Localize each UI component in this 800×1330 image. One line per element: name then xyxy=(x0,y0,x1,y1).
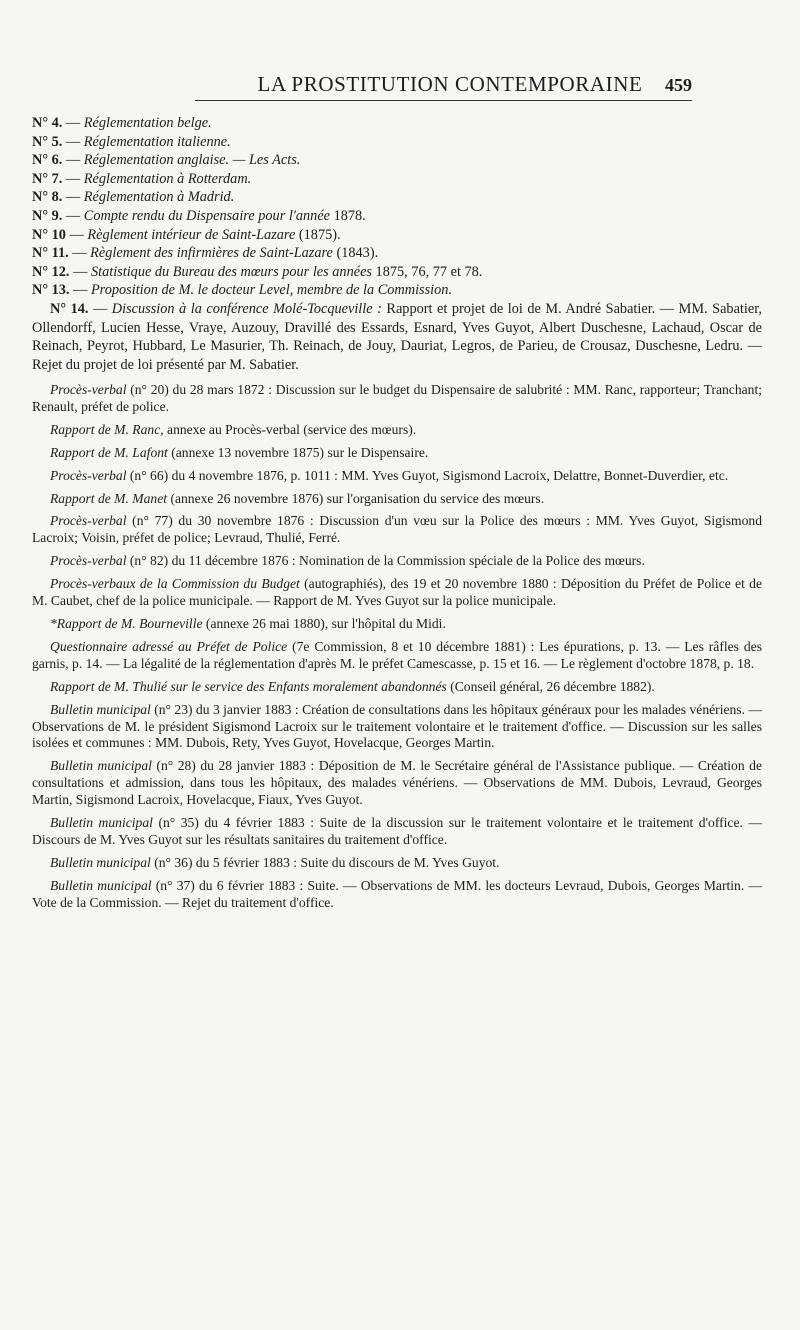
item-number: N° 9. xyxy=(32,207,63,224)
reference-source: Bulletin municipal xyxy=(50,815,153,831)
numbered-item xyxy=(32,207,762,226)
item-text: Rapport et projet de loi de M. André Sabatier. — MM. Sabatier, Ollendorff, Lucien Hesse, Vraye, Auzouy, Dravillé des Essards, Esnard, Yves Guyot, Albert Duschesne, Lachaud, Oscar de Reinach, Peyrot, Hubbard, Le Masurier, Th. Reinach, de Jouy, Dauriat, Legros, de Parieu, de Crousaz, Duschesne, Ledru. — Rejet du projet de loi présenté par M. Sabatier. xyxy=(32,300,762,373)
reference-source: Rapport de M. Manet xyxy=(50,490,168,506)
item-number: N° 11. xyxy=(32,245,69,262)
dash: — xyxy=(68,245,91,262)
reference-text: (n° 82) du 11 décembre 1876 : Nomination de la Commission spéciale de la Police des mœurs. xyxy=(126,553,645,569)
reference-entry xyxy=(32,576,762,610)
dash: — xyxy=(69,282,91,299)
reference-source: Procès-verbal xyxy=(50,553,127,569)
reference-entry xyxy=(32,639,762,673)
reference-source: Rapport de M. Lafont xyxy=(50,444,168,460)
reference-source: Rapport de M. Ranc, xyxy=(50,421,164,437)
item-number: N° 5. xyxy=(32,133,63,150)
numbered-item xyxy=(32,188,762,207)
reference-text: (annexe 13 novembre 1875) sur le Dispensaire. xyxy=(167,444,429,460)
item-title: Réglementation italienne. xyxy=(83,133,231,150)
reference-text: (n° 36) du 5 février 1883 : Suite du discours de M. Yves Guyot. xyxy=(150,854,500,870)
reference-source: Procès-verbal xyxy=(50,382,127,397)
reference-text: (n° 35) du 4 février 1883 : Suite de la discussion sur le traitement volontaire et le traitement d'office. — Discours de M. Yves Guyot sur les résultats sanitaires du traitement d'office. xyxy=(32,815,762,847)
reference-text: (annexe 26 novembre 1876) sur l'organisation du service des mœurs. xyxy=(167,490,545,506)
dash: — xyxy=(62,133,84,150)
reference-entry xyxy=(32,468,762,485)
reference-source: Bulletin municipal xyxy=(50,877,152,893)
numbered-item xyxy=(32,263,762,282)
running-title: LA PROSTITUTION CONTEMPORAINE xyxy=(257,72,643,96)
reference-text: (autographiés), des 19 et 20 novembre 1880 : Déposition du Préfet de Police et de M. Caubet, chef de la police municipale. — Rapport de M. Yves Guyot sur la police municipale. xyxy=(32,576,763,609)
running-header xyxy=(195,72,692,101)
reference-text: (n° 77) du 30 novembre 1876 : Discussion d'un vœu sur la Police des mœurs : MM. Yves Guyot, Sigismond Lacroix; Voisin, préfet de police; Levraud, Thulié, Ferré. xyxy=(32,513,762,546)
item-title: Proposition de M. le docteur Level, membre de la Commission. xyxy=(90,282,453,299)
reference-entry xyxy=(32,758,762,809)
item-number: N° 6. xyxy=(32,152,63,169)
reference-source: Procès-verbal xyxy=(50,513,127,529)
reference-source: Bulletin municipal xyxy=(50,758,152,774)
reference-entry xyxy=(32,491,762,508)
item-text: (1843). xyxy=(332,245,379,262)
numbered-item xyxy=(32,300,762,374)
reference-source: Bulletin municipal xyxy=(50,701,151,717)
item-number: N° 7. xyxy=(32,170,63,187)
item-number: N° 14. xyxy=(50,300,89,317)
item-number: N° 4. xyxy=(32,115,63,131)
item-text: 1878. xyxy=(330,207,366,224)
item-number: N° 8. xyxy=(32,189,63,206)
reference-source: Procès-verbaux de la Commission du Budget xyxy=(50,576,300,592)
dash: — xyxy=(62,189,84,206)
reference-text: (n° 28) du 28 janvier 1883 : Déposition de M. le Secrétaire général de l'Assistance publique. — Création de consultations et admission, dans tous les hôpitaux, des malades vénériens. — Observations de MM. Dubois, Levraud, Georges Martin, Sigismond Lacroix, Hovelacque, Fiaux, Yves Guyot. xyxy=(32,758,762,808)
item-number: N° 13. xyxy=(32,282,70,299)
item-number: N° 12. xyxy=(32,263,70,280)
reference-source: *Rapport de M. Bourneville xyxy=(50,615,203,631)
reference-entry xyxy=(32,422,762,439)
item-number: N° 10 xyxy=(32,226,66,243)
reference-text: (n° 66) du 4 novembre 1876, p. 1011 : MM. Yves Guyot, Sigismond Lacroix, Delattre, Bonnet-Duverdier, etc. xyxy=(126,467,729,483)
reference-text: (annexe 26 mai 1880), sur l'hôpital du Midi. xyxy=(202,615,446,631)
reference-entry xyxy=(32,855,762,872)
dash: — xyxy=(62,170,84,187)
numbered-item xyxy=(32,114,762,133)
numbered-item xyxy=(32,226,762,245)
reference-text: (n° 37) du 6 février 1883 : Suite. — Observations de MM. les docteurs Levraud, Dubois, Georges Martin. — Vote de la Commission. — Rejet du traitement d'office. xyxy=(32,877,762,910)
reference-text: (7e Commission, 8 et 10 décembre 1881) : Les épurations, p. 13. — Les râfles des garnis, p. 14. — La légalité de la réglementation d'après M. le préfet Camescasse, p. 15 et 16. — Le règlement d'octobre 1878, p. 18. xyxy=(32,638,762,671)
page-number: 459 xyxy=(665,75,692,95)
reference-entry xyxy=(32,445,762,462)
reference-text: (n° 20) du 28 mars 1872 : Discussion sur le budget du Dispensaire de salubrité : MM. Ranc, rapporteur; Tranchant; Renault, préfet de police. xyxy=(32,382,762,414)
reference-entry xyxy=(32,815,762,849)
item-title: Règlement intérieur de Saint-Lazare xyxy=(87,226,296,243)
reference-text: (n° 23) du 3 janvier 1883 : Création de consultations dans les hôpitaux généraux pour les malades vénériens. — Observations de M. le président Sigismond Lacroix sur le traitement volontaire et le traitement d'office. — Discussion sur les salles isolées et communes : MM. Dubois, Rety, Yves Guyot, Hovelacque, Georges Martin. xyxy=(32,701,762,751)
item-title: Réglementation à Rotterdam. xyxy=(83,170,252,187)
item-title: Règlement des infirmières de Saint-Lazare xyxy=(90,245,333,262)
numbered-item xyxy=(32,133,762,152)
dash: — xyxy=(62,152,84,169)
numbered-item xyxy=(32,244,762,263)
dash: — xyxy=(69,263,91,280)
reference-text: (Conseil général, 26 décembre 1882). xyxy=(446,678,655,694)
reference-entry xyxy=(32,513,762,547)
reference-source: Rapport de M. Thulié sur le service des Enfants moralement abandonnés xyxy=(50,678,447,694)
reference-entry xyxy=(32,679,762,696)
item-text: (1875). xyxy=(295,226,341,243)
reference-entry xyxy=(32,702,762,753)
numbered-list xyxy=(32,114,762,374)
reference-text: annexe au Procès-verbal (service des mœurs). xyxy=(163,421,417,437)
numbered-item xyxy=(32,170,762,189)
reference-source: Procès-verbal xyxy=(50,467,127,483)
reference-list xyxy=(32,382,762,918)
item-title: Réglementation belge. xyxy=(83,115,212,131)
dash: — xyxy=(65,226,88,243)
reference-source: Bulletin municipal xyxy=(50,854,151,870)
reference-entry xyxy=(32,382,762,416)
item-title: Discussion à la conférence Molé-Tocqueville : xyxy=(111,300,382,317)
reference-entry xyxy=(32,616,762,633)
item-title: Réglementation à Madrid. xyxy=(83,189,235,206)
dash: — xyxy=(62,207,84,224)
item-title: Compte rendu du Dispensaire pour l'année xyxy=(83,207,331,224)
reference-entry xyxy=(32,878,762,912)
reference-entry xyxy=(32,553,762,570)
numbered-item xyxy=(32,281,762,300)
dash: — xyxy=(88,300,112,317)
item-text: 1875, 76, 77 et 78. xyxy=(371,263,483,280)
item-title: Réglementation anglaise. — Les Acts. xyxy=(83,152,301,169)
reference-source: Questionnaire adressé au Préfet de Police xyxy=(50,638,288,654)
numbered-item xyxy=(32,151,762,170)
item-title: Statistique du Bureau des mœurs pour les années xyxy=(90,263,372,280)
dash: — xyxy=(62,115,84,131)
